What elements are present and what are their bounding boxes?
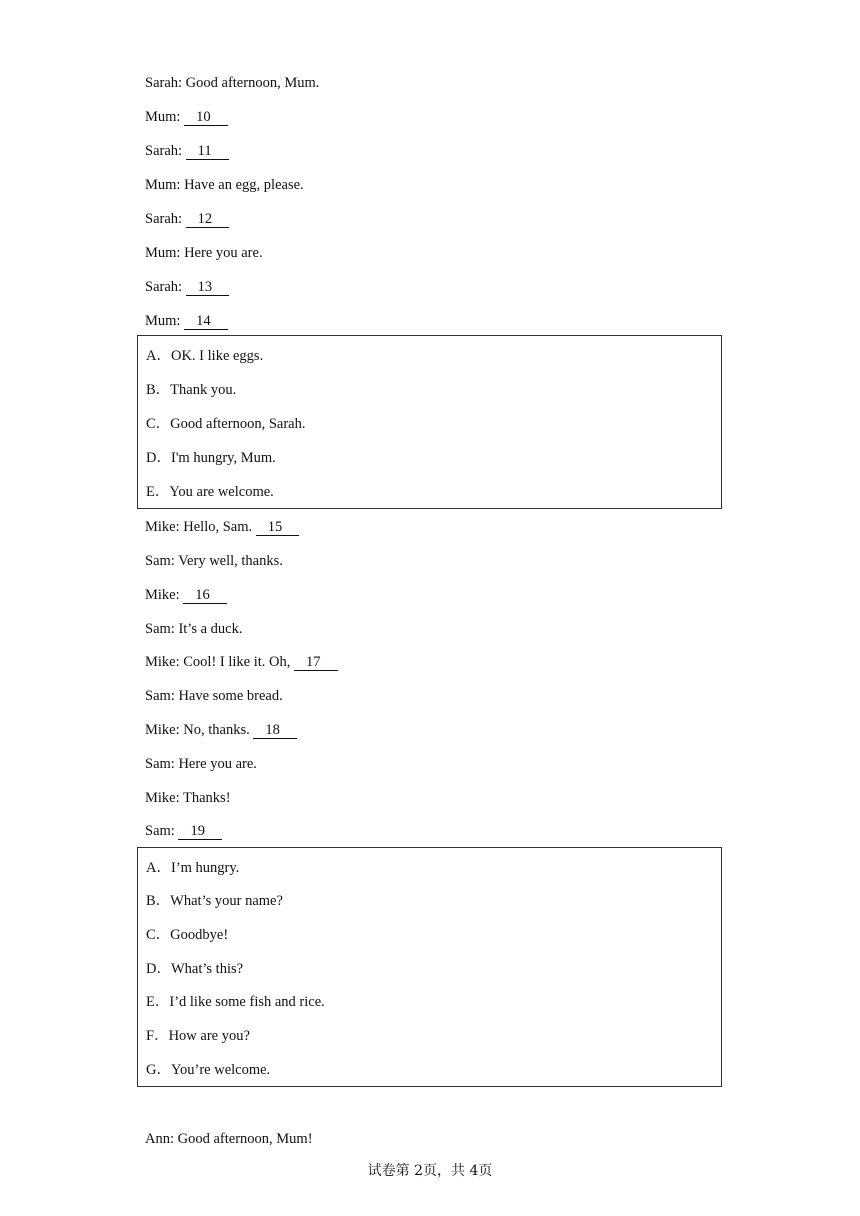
answer-blank[interactable]: 13 (186, 280, 230, 296)
option-item: B．Thank you. (146, 382, 237, 398)
option-item: A．OK. I like eggs. (146, 348, 264, 364)
dialogue-line: Mike: No, thanks. 18 (145, 721, 297, 739)
option-item: E．You are welcome. (146, 484, 274, 500)
option-item: C．Good afternoon, Sarah. (146, 416, 306, 432)
option-item: D．I'm hungry, Mum. (146, 450, 276, 466)
dialogue-line: Sam: It’s a duck. (145, 621, 243, 637)
dialogue-line: Mum: Here you are. (145, 245, 263, 261)
dialogue-line: Sam: Very well, thanks. (145, 553, 283, 569)
dialogue-line: Sam: Here you are. (145, 756, 257, 772)
dialogue-line: Sarah: Good afternoon, Mum. (145, 75, 320, 91)
dialogue-line: Mike: Cool! I like it. Oh, 17 (145, 653, 338, 671)
dialogue-line: Sarah: 13 (145, 278, 229, 296)
dialogue-line: Sarah: 11 (145, 142, 229, 160)
option-item: C．Goodbye! (146, 927, 229, 943)
answer-blank[interactable]: 17 (294, 655, 338, 671)
dialogue-line: Ann: Good afternoon, Mum! (145, 1131, 313, 1147)
answer-blank[interactable]: 10 (184, 110, 228, 126)
options-box (137, 335, 722, 509)
option-item: G．You’re welcome. (146, 1062, 271, 1078)
dialogue-line: Mum: 14 (145, 312, 228, 330)
option-item: D．What’s this? (146, 961, 244, 977)
dialogue-line: Sam: Have some bread. (145, 688, 283, 704)
option-item: B．What’s your name? (146, 893, 283, 909)
dialogue-line: Sarah: 12 (145, 210, 229, 228)
dialogue-line: Mike: Hello, Sam. 15 (145, 518, 299, 536)
answer-blank[interactable]: 14 (184, 314, 228, 330)
answer-blank[interactable]: 12 (186, 212, 230, 228)
answer-blank[interactable]: 16 (183, 588, 227, 604)
dialogue-line: Sam: 19 (145, 822, 222, 840)
dialogue-line: Mike: Thanks! (145, 790, 231, 806)
page-footer: 试卷第 2页，共 4页 (367, 1163, 493, 1179)
dialogue-line: Mum: Have an egg, please. (145, 177, 304, 193)
option-item: A．I’m hungry. (146, 860, 240, 876)
answer-blank[interactable]: 15 (256, 520, 300, 536)
answer-blank[interactable]: 19 (178, 824, 222, 840)
option-item: E．I’d like some fish and rice. (146, 994, 325, 1010)
dialogue-line: Mum: 10 (145, 108, 228, 126)
option-item: F．How are you? (146, 1028, 250, 1044)
options-box (137, 847, 722, 1087)
answer-blank[interactable]: 18 (253, 723, 297, 739)
dialogue-line: Mike: 16 (145, 586, 227, 604)
answer-blank[interactable]: 11 (186, 144, 229, 160)
